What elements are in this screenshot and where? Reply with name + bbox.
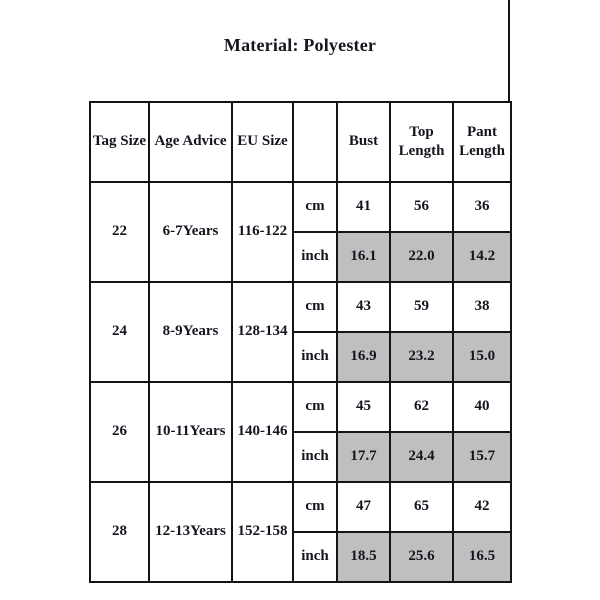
- header-row: [90, 102, 511, 182]
- cell-eu-size: 152-158: [232, 482, 293, 582]
- cell-bust-cm: 47: [337, 482, 390, 532]
- cell-top-length-cm: 62: [390, 382, 453, 432]
- cell-bust-cm: 43: [337, 282, 390, 332]
- title-right-border-line: [508, 0, 510, 103]
- cell-bust-cm: 41: [337, 182, 390, 232]
- cell-unit-cm: cm: [293, 382, 337, 432]
- page-title: Material: Polyester: [223, 35, 377, 55]
- cell-unit-cm: cm: [293, 182, 337, 232]
- cell-unit-inch: inch: [293, 532, 337, 582]
- table-row-cm: [90, 482, 511, 532]
- header-age-advice: Age Advice: [149, 102, 232, 182]
- cell-tag-size: 26: [90, 382, 149, 482]
- cell-top-length-inch: 22.0: [390, 232, 453, 282]
- cell-top-length-cm: 65: [390, 482, 453, 532]
- cell-pant-length-inch: 16.5: [453, 532, 511, 582]
- header-bust: Bust: [337, 102, 390, 182]
- cell-age-advice: 10-11Years: [149, 382, 232, 482]
- header-tag-size: Tag Size: [90, 102, 149, 182]
- cell-age-advice: 6-7Years: [149, 182, 232, 282]
- size-chart-table: [89, 101, 512, 583]
- table-body: [90, 182, 511, 582]
- cell-top-length-inch: 25.6: [390, 532, 453, 582]
- cell-unit-inch: inch: [293, 232, 337, 282]
- cell-bust-inch: 18.5: [337, 532, 390, 582]
- cell-top-length-inch: 24.4: [390, 432, 453, 482]
- cell-top-length-cm: 59: [390, 282, 453, 332]
- cell-pant-length-cm: 40: [453, 382, 511, 432]
- table-header: [90, 102, 511, 182]
- header-unit-empty: [293, 102, 337, 182]
- cell-pant-length-cm: 42: [453, 482, 511, 532]
- cell-age-advice: 12-13Years: [149, 482, 232, 582]
- cell-tag-size: 24: [90, 282, 149, 382]
- cell-bust-inch: 16.9: [337, 332, 390, 382]
- cell-top-length-cm: 56: [390, 182, 453, 232]
- cell-eu-size: 128-134: [232, 282, 293, 382]
- cell-tag-size: 22: [90, 182, 149, 282]
- cell-unit-cm: cm: [293, 282, 337, 332]
- cell-pant-length-inch: 15.0: [453, 332, 511, 382]
- cell-tag-size: 28: [90, 482, 149, 582]
- table-row-cm: [90, 382, 511, 432]
- cell-eu-size: 140-146: [232, 382, 293, 482]
- cell-bust-inch: 16.1: [337, 232, 390, 282]
- header-eu-size: EU Size: [232, 102, 293, 182]
- header-pant-length: Pant Length: [453, 102, 511, 182]
- cell-pant-length-inch: 14.2: [453, 232, 511, 282]
- cell-unit-cm: cm: [293, 482, 337, 532]
- cell-pant-length-cm: 36: [453, 182, 511, 232]
- cell-bust-cm: 45: [337, 382, 390, 432]
- cell-unit-inch: inch: [293, 332, 337, 382]
- cell-age-advice: 8-9Years: [149, 282, 232, 382]
- cell-bust-inch: 17.7: [337, 432, 390, 482]
- table-row-cm: [90, 282, 511, 332]
- cell-top-length-inch: 23.2: [390, 332, 453, 382]
- table-row-cm: [90, 182, 511, 232]
- header-top-length: Top Length: [390, 102, 453, 182]
- cell-unit-inch: inch: [293, 432, 337, 482]
- cell-pant-length-inch: 15.7: [453, 432, 511, 482]
- cell-pant-length-cm: 38: [453, 282, 511, 332]
- cell-eu-size: 116-122: [232, 182, 293, 282]
